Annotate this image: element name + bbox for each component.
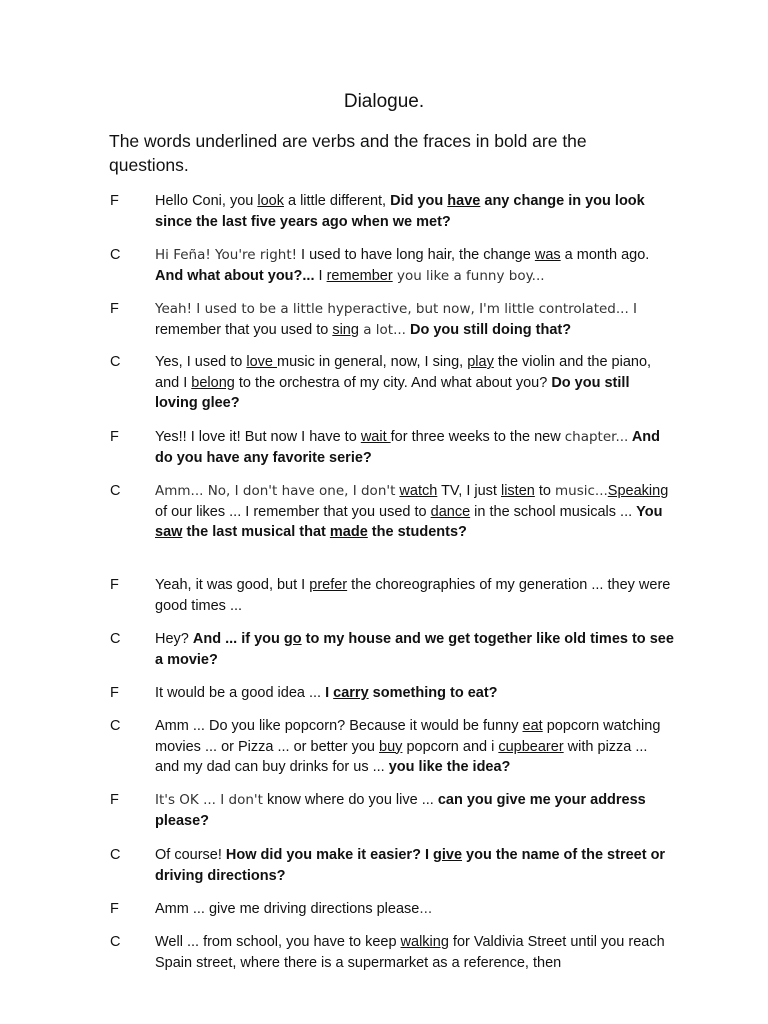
text-segment: popcorn and i bbox=[402, 738, 499, 755]
text-segment: music... bbox=[555, 483, 608, 499]
text-segment: Yes!! I love it! But now I have to bbox=[155, 429, 361, 445]
bold-question: any change in you look since the last five years ago when we met? bbox=[155, 193, 645, 230]
text-segment: Yes, I used to bbox=[155, 354, 247, 370]
underlined-verb: give bbox=[433, 847, 463, 863]
underlined-verb: prefer bbox=[309, 577, 348, 593]
underlined-verb: eat bbox=[522, 718, 543, 734]
dialogue-text bbox=[155, 716, 675, 778]
text-segment: Of course! bbox=[155, 847, 226, 863]
text-segment: I used to have long hair, the change bbox=[297, 247, 535, 263]
speaker-label: C bbox=[110, 247, 121, 263]
underlined-verb: was bbox=[534, 247, 561, 263]
speaker-label: C bbox=[110, 631, 121, 647]
dialogue-text bbox=[155, 845, 675, 886]
text-segment: It would be a good idea ... bbox=[155, 685, 326, 701]
text-segment: music in general, now, I sing, bbox=[277, 354, 468, 370]
text-segment: It's OK ... I don't bbox=[155, 792, 263, 808]
text-segment: Hey? bbox=[155, 631, 193, 647]
text-segment: Yeah, it was good, but I bbox=[155, 577, 310, 593]
document-title: Dialogue. bbox=[343, 91, 425, 112]
underlined-verb: remember bbox=[326, 267, 393, 284]
text-segment: with pizza ... and my dad can buy drinks for us ... bbox=[155, 738, 648, 775]
underlined-verb: listen bbox=[500, 483, 535, 499]
bold-question: And ... if you bbox=[192, 631, 284, 647]
underlined-verb: carry bbox=[333, 685, 369, 701]
text-segment: for Valdivia Street until you reach Spain street, where there is a supermarket as a reference, then bbox=[155, 934, 665, 971]
speaker-label: F bbox=[110, 301, 119, 317]
text-segment: you like a funny boy... bbox=[392, 267, 545, 284]
text-segment: know where do you live ... bbox=[262, 792, 438, 808]
underlined-verb: wait bbox=[360, 429, 391, 445]
text-segment: the violin and the piano, and I bbox=[155, 354, 652, 391]
underlined-verb: have bbox=[447, 193, 481, 209]
speaker-label: F bbox=[110, 193, 119, 209]
dialogue-text bbox=[155, 575, 675, 616]
text-segment: Amm ... give me driving directions please bbox=[155, 901, 420, 917]
text-segment: in the school musicals ... bbox=[470, 503, 637, 520]
underlined-verb: made bbox=[329, 524, 368, 540]
speaker-label: F bbox=[110, 685, 119, 701]
text-segment: Amm ... Do you like popcorn? Because it would be funny bbox=[155, 718, 523, 734]
text-segment: to bbox=[534, 483, 555, 499]
speaker-label: F bbox=[110, 901, 119, 917]
text-segment: remember that you used to bbox=[155, 321, 333, 338]
speaker-label: C bbox=[110, 483, 121, 499]
underlined-verb: dance bbox=[430, 503, 471, 520]
underlined-verb: watch bbox=[399, 483, 438, 499]
text-segment: Yeah! I used to be a little hyperactive, but now, I'm little controlated... I bbox=[155, 301, 638, 317]
bold-question: And do you have any favorite serie? bbox=[155, 429, 661, 466]
speaker-label: F bbox=[110, 577, 119, 593]
bold-question: to my house and we get together like old times to see a movie? bbox=[155, 631, 674, 668]
underlined-verb: saw bbox=[155, 524, 183, 540]
underlined-verb: Speaking bbox=[607, 483, 669, 499]
underlined-verb: look bbox=[257, 193, 284, 209]
bold-question: You bbox=[636, 503, 663, 520]
dialogue-text bbox=[155, 299, 675, 340]
text-segment: ... bbox=[419, 901, 433, 917]
dialogue-text bbox=[155, 790, 675, 831]
dialogue-text bbox=[155, 683, 675, 704]
text-segment: Amm... No, I don't have one, I don't bbox=[155, 483, 396, 499]
text-segment: a little different, bbox=[283, 193, 391, 209]
speaker-label: F bbox=[110, 792, 119, 808]
dialogue-text bbox=[155, 481, 675, 543]
text-segment: the choreographies of my generation ... they were good times ... bbox=[155, 577, 671, 614]
bold-question: the students? bbox=[367, 524, 467, 540]
text-segment: Hello Coni, you bbox=[155, 193, 258, 209]
dialogue-text bbox=[155, 427, 675, 468]
text-segment: popcorn watching movies ... or Pizza ... or better you bbox=[155, 718, 661, 755]
underlined-verb: belong bbox=[191, 374, 235, 391]
text-segment: to the orchestra of my city. And what about you? bbox=[234, 374, 552, 391]
dialogue-text bbox=[155, 352, 675, 414]
text-segment: chapter... bbox=[564, 429, 629, 445]
bold-question: you like the idea? bbox=[388, 759, 511, 775]
bold-question: And what about you?... bbox=[155, 267, 315, 284]
underlined-verb: sing bbox=[332, 321, 359, 338]
text-segment: of our likes ... I remember that you used to bbox=[155, 503, 431, 520]
speaker-label: F bbox=[110, 429, 119, 445]
text-segment: TV, I just bbox=[437, 483, 501, 499]
bold-question: Did you bbox=[390, 193, 448, 209]
speaker-label: C bbox=[110, 354, 121, 370]
bold-question: I bbox=[325, 685, 334, 701]
bold-question: How did you make it easier? I bbox=[225, 847, 434, 863]
dialogue-text bbox=[155, 899, 675, 920]
underlined-verb: go bbox=[283, 631, 302, 647]
bold-question: Do you still doing that? bbox=[405, 321, 572, 338]
underlined-verb: buy bbox=[379, 738, 403, 755]
bold-question: the last musical that bbox=[182, 524, 330, 540]
text-segment: I bbox=[314, 267, 327, 284]
underlined-verb: love bbox=[246, 354, 278, 370]
dialogue-text bbox=[155, 932, 675, 973]
speaker-label: C bbox=[110, 718, 121, 734]
underlined-verb: cupbearer bbox=[498, 738, 564, 755]
bold-question: you the name of the street or driving directions? bbox=[155, 847, 666, 884]
intro-paragraph: The words underlined are verbs and the fraces in bold are the questions. bbox=[109, 131, 587, 175]
underlined-verb: walking bbox=[400, 934, 449, 950]
bold-question: something to eat? bbox=[368, 685, 498, 701]
dialogue-text bbox=[155, 191, 675, 232]
text-segment: a month ago. bbox=[560, 247, 650, 263]
text-segment: a lot... bbox=[358, 321, 406, 338]
bold-question: can you give me your address please? bbox=[155, 792, 646, 829]
dialogue-text bbox=[155, 629, 675, 670]
speaker-label: C bbox=[110, 847, 121, 863]
underlined-verb: play bbox=[467, 354, 494, 370]
text-segment: Hi Feña! You're right! bbox=[155, 247, 298, 263]
speaker-label: C bbox=[110, 934, 121, 950]
bold-question: Do you still loving glee? bbox=[155, 374, 630, 411]
text-segment: for three weeks to the new bbox=[390, 429, 565, 445]
dialogue-text bbox=[155, 245, 675, 286]
text-segment: Well ... from school, you have to keep bbox=[155, 934, 401, 950]
